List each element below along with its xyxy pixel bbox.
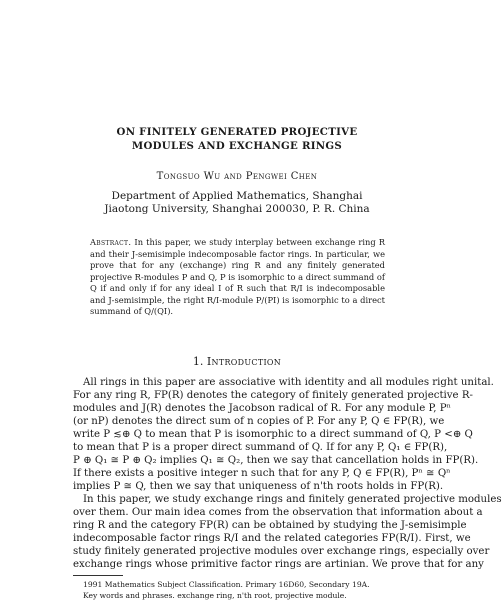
affiliation-line-2: Jiaotong University, Shanghai 200030, P. R. China [104,203,370,215]
section-number: 1. [192,355,204,368]
body-line: over them. Our main idea comes from the observation that information about a [73,507,483,518]
paper-title-line-1: ON FINITELY GENERATED PROJECTIVE [116,126,358,138]
abstract-label: Abstract. [90,237,132,247]
body-line: indecomposable factor rings R/I and the related categories FP(R/I). First, we [73,533,471,544]
paper-title-line-2: MODULES AND EXCHANGE RINGS [131,140,343,152]
body-line: All rings in this paper are associative with identity and all modules right unital. [83,377,494,388]
abstract [90,237,385,318]
body-line: implies P ≅ Q, then we say that uniqueness of n'th roots holds in FP(R). [73,481,444,492]
body-line: study finitely generated projective modules over exchange rings, especially over [73,546,490,557]
body-line: For any ring R, FP(R) denotes the category of finitely generated projective R- [73,390,473,401]
body-line: In this paper, we study exchange rings and finitely generated projective modules [83,494,502,505]
body-line: P ⊕ Q₁ ≅ P ⊕ Q₂ implies Q₁ ≅ Q₂, then we say that cancellation holds in FP(R). [73,455,479,466]
abstract-text: In this paper, we study interplay between exchange ring R and their J-semisimple indecomposable factor rings. In particular, we prove that for any (exchange) ring R and any finitely generated projective R-modules P and Q, P is isomorphic to a direct summand of Q if and only if for any ideal I of R such that R/I is indecomposable and J-semisimple, the right R/I-module P/(PI) is isomorphic to a direct summand of Q/(QI). [90,237,385,316]
body-line: If there exists a positive integer n such that for any P, Q ∈ FP(R), Pⁿ ≅ Qⁿ [73,468,451,479]
section-heading [0,355,474,368]
section-title: Introduction [206,355,282,368]
body-line: exchange rings whose primitive factor rings are artinian. We prove that for any [73,559,484,570]
body-line: to mean that P is a proper direct summand of Q. If for any P, Q₁ ∈ FP(R), [73,442,448,453]
body-line: write P ≲⊕ Q to mean that P is isomorphic to a direct summand of Q, P <⊕ Q [73,429,473,440]
body-line: modules and J(R) denotes the Jacobson radical of R. For any module P, Pⁿ [73,403,451,414]
footnote-rule [73,575,123,576]
footnote-line-1: 1991 Mathematics Subject Classification. Primary 16D60, Secondary 19A. [83,580,370,589]
footnote-line-2: Key words and phrases. exchange ring, n'th root, projective module. [83,591,347,600]
body-line: ring R and the category FP(R) can be obtained by studying the J-semisimple [73,520,467,531]
author-names: Tongsuo Wu and Pengwei Chen [156,171,318,182]
affiliation-line-1: Department of Applied Mathematics, Shanghai [111,190,363,202]
body-line: (or nP) denotes the direct sum of n copies of P. For any P, Q ∈ FP(R), we [73,416,445,427]
